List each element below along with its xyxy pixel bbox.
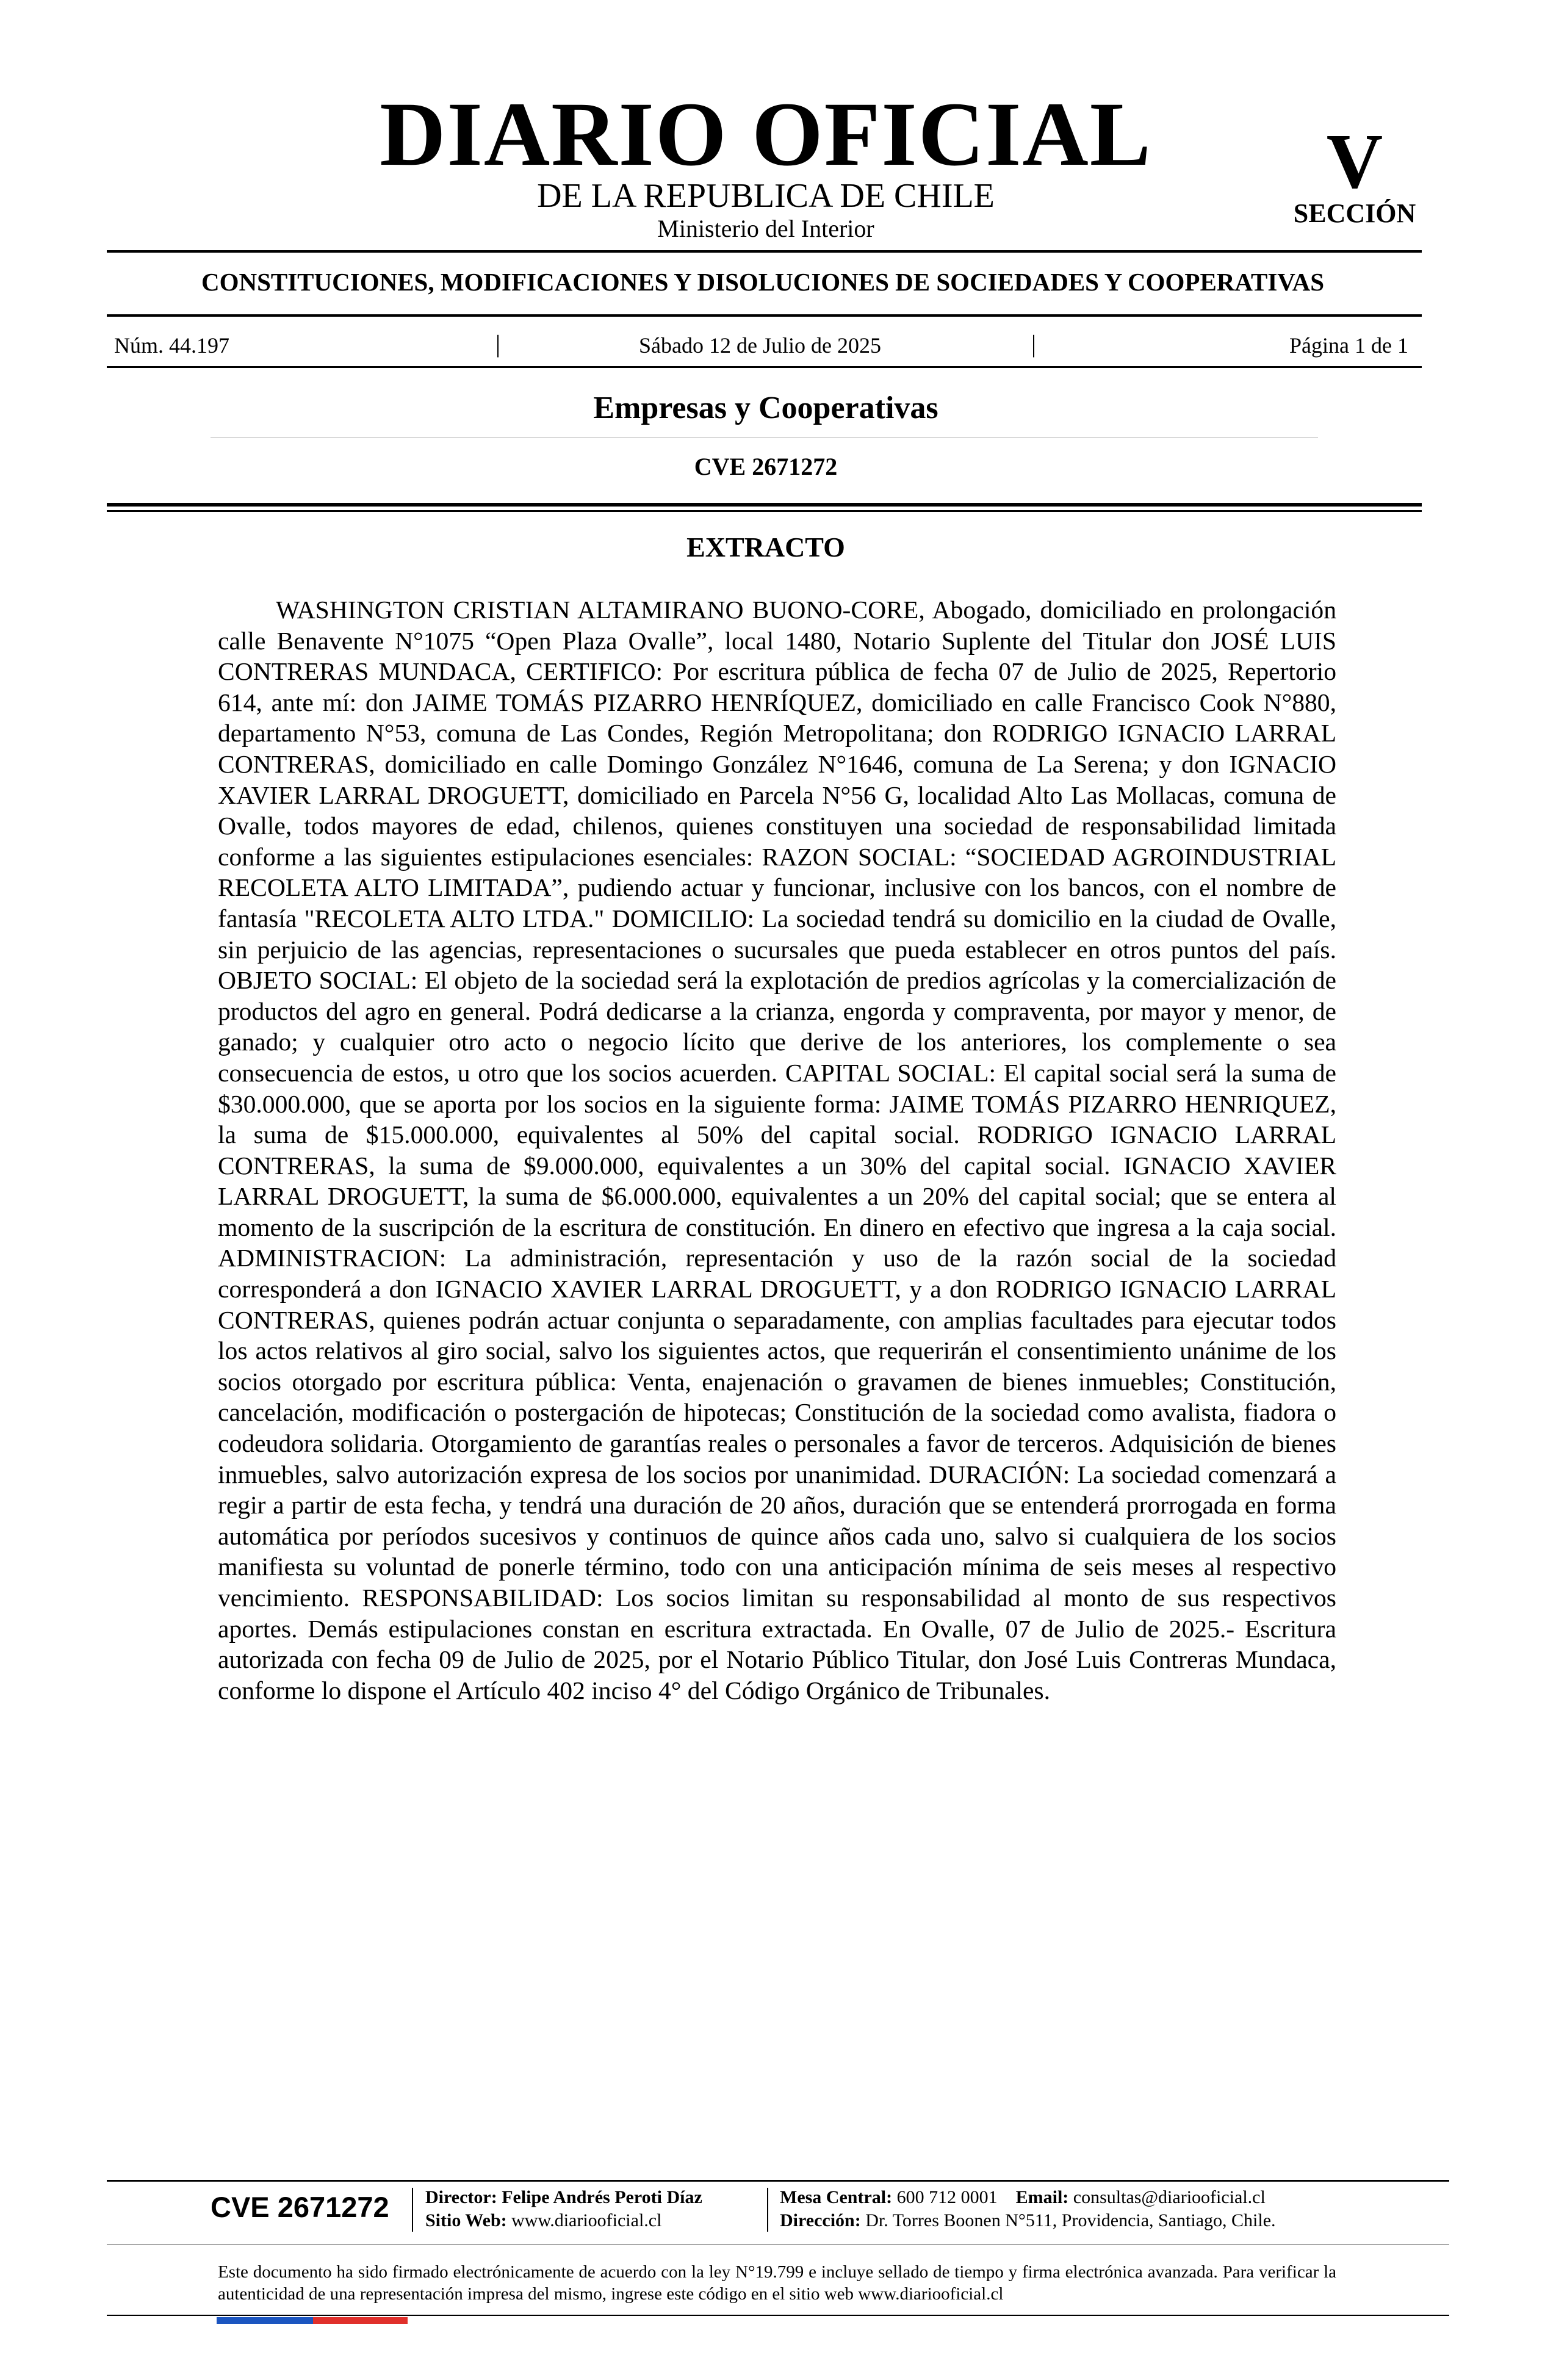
double-rule-top — [107, 503, 1422, 507]
email-label: Email: — [1015, 2187, 1069, 2207]
section-word: SECCIÓN — [1293, 198, 1416, 228]
page-heading: Empresas y Cooperativas — [593, 391, 938, 425]
footer-divider — [412, 2188, 413, 2232]
phone-value: 600 712 0001 — [896, 2187, 998, 2207]
footer-rule-bottom — [107, 2315, 1449, 2316]
flag-stripe-blue — [217, 2317, 313, 2324]
footer-director-block — [425, 2186, 702, 2232]
section-letter: V — [1326, 118, 1383, 204]
issue-separator: | — [495, 330, 501, 358]
footer-divider — [767, 2188, 768, 2232]
document-title: EXTRACTO — [686, 532, 845, 563]
meta-rule — [107, 366, 1422, 368]
footer-contact-block — [780, 2186, 1276, 2232]
document-body: WASHINGTON CRISTIAN ALTAMIRANO BUONO-CORE, Abogado, domiciliado en prolongación calle Benavente N°1075 “Open Plaza Ovalle”, local 1480, Notario Suplente del Titular don JOSÉ LUIS CONTRERAS MUNDACA, CERTIFICO: Por escritura pública de fecha 07 de Julio de 2025, Repertorio 614, ante mí: don JAIME TOMÁS PIZARRO HENRÍQUEZ, domiciliado en calle Francisco Cook N°880, departamento N°53, comuna de Las Condes, Región Metropolitana; don RODRIGO IGNACIO LARRAL CONTRERAS, domiciliado en calle Domingo González N°1646, comuna de La Serena; y don IGNACIO XAVIER LARRAL DROGUETT, domiciliado en Parcela N°56 G, localidad Alto Las Mollacas, comuna de Ovalle, todos mayores de edad, chilenos, quienes constituyen una sociedad de responsabilidad limitada conforme a las siguientes estipulaciones esenciales: RAZON SOCIAL: “SOCIEDAD AGROINDUSTRIAL RECOLETA ALTO LIMITADA”, pudiendo actuar y funcionar, inclusive con los bancos, con el nombre de fantasía "RECOLETA ALTO LTDA." DOMICILIO: La sociedad tendrá su domicilio en la ciudad de Ovalle, sin perjuicio de las agencias, representaciones o sucursales que pueda establecer en otros puntos del país. OBJETO SOCIAL: El objeto de la sociedad será la explotación de predios agrícolas y la comercialización de productos del agro en general. Podrá dedicarse a la crianza, engorda y compraventa, por mayor y menor, de ganado; y cualquier otro acto o negocio lícito que derive de los anteriores, los complemente o sea consecuencia de estos, u otro que los socios acuerden. CAPITAL SOCIAL: El capital social será la suma de $30.000.000, que se aporta por los socios en la siguiente forma: JAIME TOMÁS PIZARRO HENRIQUEZ, la suma de $15.000.000, equivalentes al 50% del capital social. RODRIGO IGNACIO LARRAL CONTRERAS, la suma de $9.000.000, equivalentes a un 30% del capital social. IGNACIO XAVIER LARRAL DROGUETT, la suma de $6.000.000, equivalentes a un 20% del capital social; que se entera al momento de la suscripción de la escritura de constitución. En dinero en efectivo que ingresa a la caja social. ADMINISTRACION: La administración, representación y uso de la razón social de la sociedad corresponderá a don IGNACIO XAVIER LARRAL DROGUETT, y a don RODRIGO IGNACIO LARRAL CONTRERAS, quienes podrán actuar conjunta o separadamente, con amplias facultades para ejecutar todos los actos relativos al giro social, salvo los siguientes actos, que requerirán el consentimiento unánime de los socios otorgado por escritura pública: Venta, enajenación o gravamen de bienes inmuebles; Constitución, cancelación, modificación o postergación de hipotecas; Constitución de la sociedad como avalista, fiadora o codeudora solidaria. Otorgamiento de garantías reales o personales a favor de terceros. Adquisición de bienes inmuebles, salvo autorización expresa de los socios por unanimidad. DURACIÓN: La sociedad comenzará a regir a partir de esta fecha, y tendrá una duración de 20 años, duración que se entenderá prorrogada en forma automática por períodos sucesivos y continuos de quince años cada uno, salvo si cualquiera de los socios manifiesta su voluntad de ponerle término, todo con una anticipación mínima de seis meses al respectivo vencimiento. RESPONSABILIDAD: Los socios limitan su responsabilidad al monto de sus respectivos aportes. Demás estipulaciones constan en escritura extractada. En Ovalle, 07 de Julio de 2025.- Escritura autorizada con fecha 09 de Julio de 2025, por el Notario Público Titular, don José Luis Contreras Mundaca, conforme lo dispone el Artículo 402 inciso 4° del Código Orgánico de Tribunales. — [218, 596, 1336, 1704]
flag-stripe-red — [313, 2317, 408, 2324]
masthead-rule-top — [107, 250, 1422, 253]
category-rule-bottom — [107, 314, 1422, 317]
masthead-subtitle: DE LA REPUBLICA DE CHILE — [537, 177, 995, 215]
heading-underline — [211, 437, 1318, 438]
issue-separator: | — [1031, 330, 1037, 358]
issue-page: Página 1 de 1 — [1289, 333, 1408, 358]
web-link[interactable]: www.diariooficial.cl — [511, 2210, 662, 2230]
masthead-ministry: Ministerio del Interior — [657, 215, 874, 242]
director-name: Felipe Andrés Peroti Díaz — [502, 2187, 702, 2207]
section-category: CONSTITUCIONES, MODIFICACIONES Y DISOLUCIONES DE SOCIEDADES Y COOPERATIVAS — [201, 268, 1325, 296]
footer-cve-code: CVE 2671272 — [211, 2191, 389, 2223]
email-link[interactable]: consultas@diariooficial.cl — [1073, 2187, 1266, 2207]
phone-label: Mesa Central: — [780, 2187, 893, 2207]
issue-date: Sábado 12 de Julio de 2025 — [639, 333, 881, 358]
masthead-title: DIARIO OFICIAL — [380, 84, 1152, 185]
double-rule-bottom — [107, 510, 1422, 512]
web-label: Sitio Web: — [425, 2210, 507, 2230]
issue-number: Núm. 44.197 — [114, 333, 229, 358]
address-label: Dirección: — [780, 2210, 861, 2230]
director-label: Director: — [425, 2187, 497, 2207]
footer-legal-note: Este documento ha sido firmado electrónicamente de acuerdo con la ley N°19.799 e incluye sellado de tiempo y firma electrónica avanzada. Para verificar la autenticidad de una representación impresa del mismo, ingrese este código en el sitio web www.diariooficial.cl — [218, 2262, 1336, 2304]
footer-rule-top — [107, 2180, 1449, 2182]
address-value: Dr. Torres Boonen N°511, Providencia, Santiago, Chile. — [865, 2210, 1276, 2230]
cve-code: CVE 2671272 — [694, 453, 838, 480]
